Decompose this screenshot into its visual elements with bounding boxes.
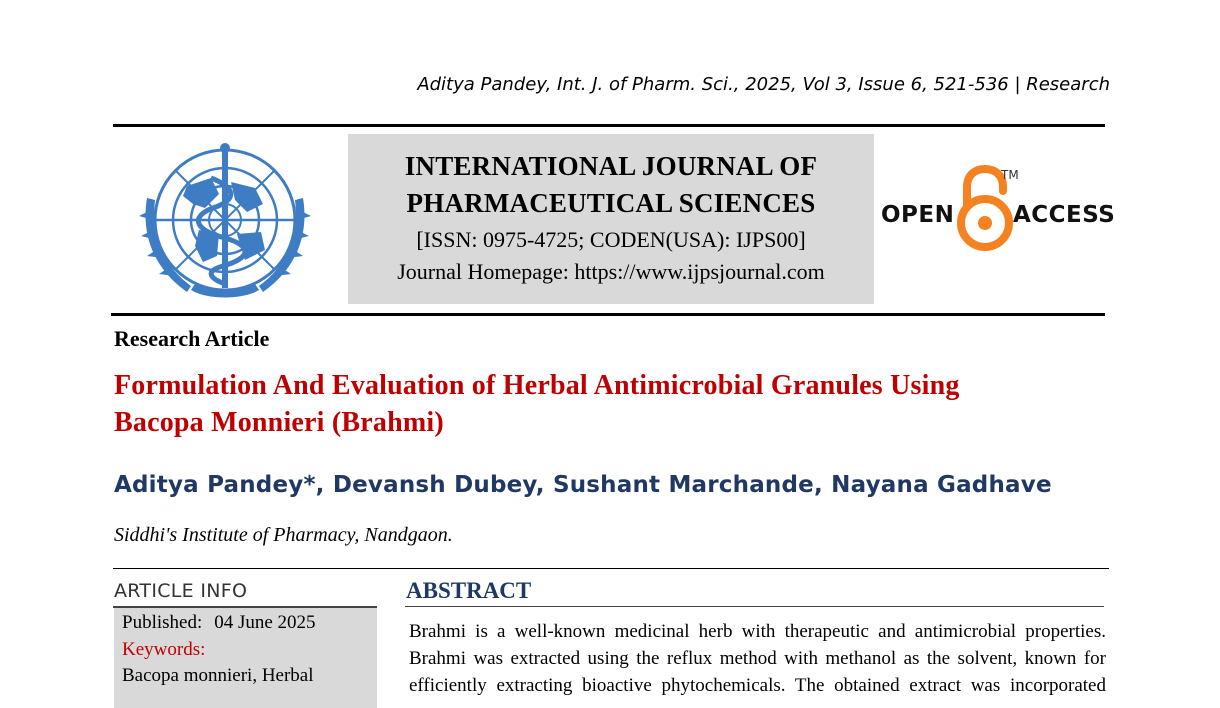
article-info-heading: ARTICLE INFO xyxy=(114,580,248,602)
open-access-logo xyxy=(880,165,1116,255)
keywords-text: Bacopa monnieri, Herbal xyxy=(122,665,314,686)
un-health-emblem-icon xyxy=(127,138,323,308)
journal-homepage[interactable]: Journal Homepage: https://www.ijpsjournal.com xyxy=(397,259,825,284)
article-type: Research Article xyxy=(114,326,270,351)
section-divider xyxy=(113,568,1109,569)
open-access-trademark: TM xyxy=(1001,168,1019,182)
article-title xyxy=(114,367,1104,441)
journal-name-line1: INTERNATIONAL JOURNAL OF xyxy=(404,151,818,181)
open-access-access-text: ACCESS xyxy=(1013,202,1116,228)
article-info-box xyxy=(114,608,377,708)
affiliation: Siddhi's Institute of Pharmacy, Nandgaon. xyxy=(114,524,453,546)
abstract-line: Brahmi is a well-known medicinal herb with therapeutic and antimicrobial properties. xyxy=(409,621,1106,642)
abstract-body xyxy=(409,618,1106,699)
published-date: 04 June 2025 xyxy=(214,612,316,633)
article-title-line2: Bacopa Monnieri (Brahmi) xyxy=(114,407,444,438)
published-label: Published: xyxy=(122,612,203,633)
published-row xyxy=(122,612,316,634)
abstract-line: Brahmi was extracted using the reflux method with methanol as the solvent, known for xyxy=(409,648,1106,669)
article-title-line1: Formulation And Evaluation of Herbal Antimicrobial Granules Using xyxy=(114,370,960,401)
journal-name-line2: PHARMACEUTICAL SCIENCES xyxy=(406,188,816,218)
author-list: Aditya Pandey*, Devansh Dubey, Sushant Marchande, Nayana Gadhave xyxy=(114,472,1052,498)
abstract-line: efficiently extracting bioactive phytochemicals. The obtained extract was incorporated xyxy=(409,675,1106,696)
header-bottom-rule xyxy=(111,313,1105,316)
running-head: Aditya Pandey, Int. J. of Pharm. Sci., 2025, Vol 3, Issue 6, 521-536 | Research xyxy=(417,74,1110,95)
abstract-heading: ABSTRACT xyxy=(406,578,532,603)
journal-issn: [ISSN: 0975-4725; CODEN(USA): IJPS00] xyxy=(416,227,806,252)
abstract-rule xyxy=(405,606,1104,607)
header-top-rule xyxy=(113,124,1105,127)
open-access-open-text: OPEN xyxy=(881,202,955,228)
journal-masthead xyxy=(348,134,874,304)
keywords-label: Keywords: xyxy=(122,639,206,660)
